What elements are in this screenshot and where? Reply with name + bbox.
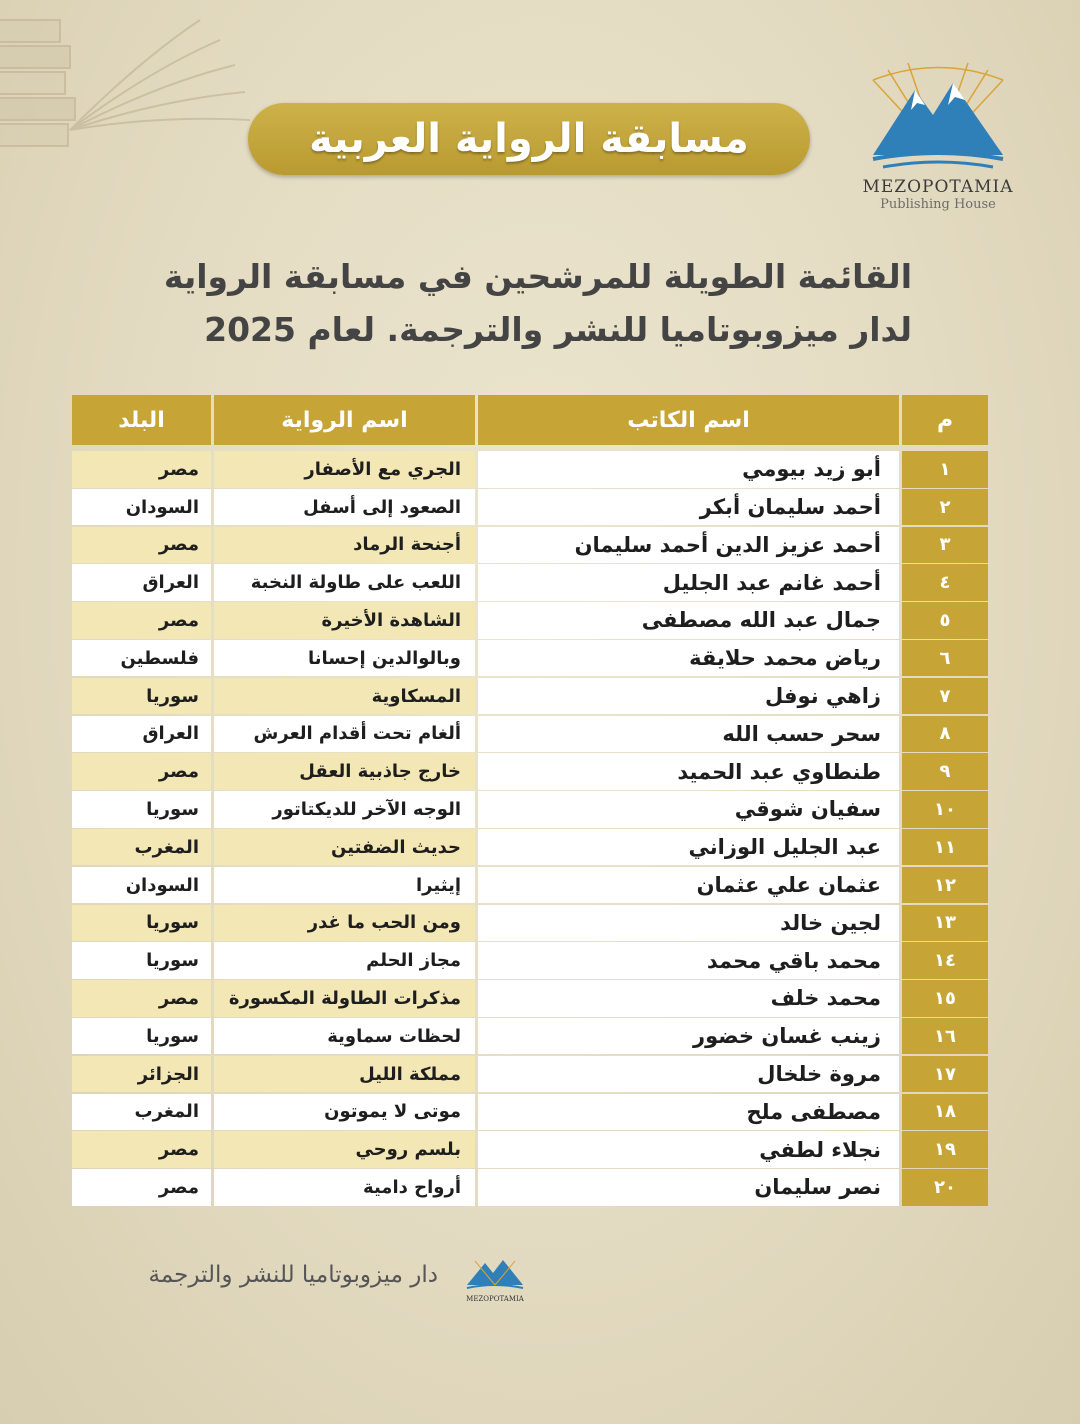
row-number: ٧ xyxy=(902,678,988,715)
table-row xyxy=(72,1169,988,1206)
row-novel: مملكة الليل xyxy=(214,1056,475,1093)
row-author: لجين خالد xyxy=(478,905,899,942)
row-author: عبد الجليل الوزاني xyxy=(478,829,899,866)
row-novel: بلسم روحي xyxy=(214,1131,475,1168)
table-row xyxy=(72,1094,988,1131)
table-row xyxy=(72,527,988,564)
row-author: زينب غسان خضور xyxy=(478,1018,899,1055)
row-novel: ومن الحب ما غدر xyxy=(214,905,475,942)
row-novel: مذكرات الطاولة المكسورة xyxy=(214,980,475,1017)
row-country: الجزائر xyxy=(72,1056,211,1093)
row-number: ١٤ xyxy=(902,942,988,979)
row-author: مصطفى ملح xyxy=(478,1094,899,1131)
row-number: ١٥ xyxy=(902,980,988,1017)
row-author: نجلاء لطفي xyxy=(478,1131,899,1168)
row-novel: أجنحة الرماد xyxy=(214,527,475,564)
mountain-book-icon xyxy=(853,55,1023,175)
books-illustration xyxy=(0,0,260,200)
table-row xyxy=(72,942,988,979)
row-country: مصر xyxy=(72,451,211,488)
row-number: ١٧ xyxy=(902,1056,988,1093)
table-row xyxy=(72,980,988,1017)
longlist-table xyxy=(72,395,988,1207)
row-author: أبو زيد بيومي xyxy=(478,451,899,488)
table-row xyxy=(72,678,988,715)
row-number: ١١ xyxy=(902,829,988,866)
table-body xyxy=(72,451,988,1206)
row-novel: المسكاوية xyxy=(214,678,475,715)
row-country: مصر xyxy=(72,1169,211,1206)
row-number: ١ xyxy=(902,451,988,488)
header-novel: اسم الرواية xyxy=(214,395,475,445)
row-novel: خارج جاذبية العقل xyxy=(214,753,475,790)
row-number: ١٢ xyxy=(902,867,988,904)
row-number: ٨ xyxy=(902,716,988,753)
header-number: م xyxy=(902,395,988,445)
row-author: محمد خلف xyxy=(478,980,899,1017)
table-row xyxy=(72,867,988,904)
mountain-icon xyxy=(463,1255,527,1291)
row-country: فلسطين xyxy=(72,640,211,677)
row-country: سوريا xyxy=(72,1018,211,1055)
row-author: أحمد عزيز الدين أحمد سليمان xyxy=(478,527,899,564)
subtitle-line-1: القائمة الطويلة للمرشحين في مسابقة الرواية xyxy=(163,257,912,296)
row-country: السودان xyxy=(72,867,211,904)
row-country: المغرب xyxy=(72,829,211,866)
table-row xyxy=(72,640,988,677)
footer-publisher: دار ميزوبوتاميا للنشر والترجمة xyxy=(148,1262,438,1288)
row-novel: لحظات سماوية xyxy=(214,1018,475,1055)
row-author: عثمان علي عثمان xyxy=(478,867,899,904)
table-header xyxy=(72,395,988,445)
row-number: ١٠ xyxy=(902,791,988,828)
table-row xyxy=(72,489,988,526)
row-number: ٩ xyxy=(902,753,988,790)
row-country: سوريا xyxy=(72,905,211,942)
table-row xyxy=(72,451,988,488)
row-author: جمال عبد الله مصطفى xyxy=(478,602,899,639)
logo-name: MEZOPOTAMIA xyxy=(862,177,1014,197)
row-author: أحمد غانم عبد الجليل xyxy=(478,564,899,601)
table-row xyxy=(72,791,988,828)
row-country: سوريا xyxy=(72,678,211,715)
row-novel: أرواح دامية xyxy=(214,1169,475,1206)
row-number: ٦ xyxy=(902,640,988,677)
row-country: مصر xyxy=(72,602,211,639)
row-author: نصر سليمان xyxy=(478,1169,899,1206)
row-author: طنطاوي عبد الحميد xyxy=(478,753,899,790)
row-novel: موتى لا يموتون xyxy=(214,1094,475,1131)
row-novel: مجاز الحلم xyxy=(214,942,475,979)
row-number: ٢٠ xyxy=(902,1169,988,1206)
row-author: سفيان شوقي xyxy=(478,791,899,828)
row-author: سحر حسب الله xyxy=(478,716,899,753)
header-country: البلد xyxy=(72,395,211,445)
row-country: السودان xyxy=(72,489,211,526)
row-novel: الوجه الآخر للديكتاتور xyxy=(214,791,475,828)
subtitle xyxy=(100,250,912,356)
row-number: ١٣ xyxy=(902,905,988,942)
row-author: رياض محمد حلايقة xyxy=(478,640,899,677)
publisher-logo xyxy=(848,55,1028,225)
table-row xyxy=(72,829,988,866)
row-country: مصر xyxy=(72,1131,211,1168)
table-row xyxy=(72,602,988,639)
table-row xyxy=(72,716,988,753)
table-row xyxy=(72,905,988,942)
row-country: سوريا xyxy=(72,942,211,979)
row-novel: إيثيرا xyxy=(214,867,475,904)
row-novel: الشاهدة الأخيرة xyxy=(214,602,475,639)
table-row xyxy=(72,753,988,790)
footer-logo-name: MEZOPOTAMIA xyxy=(466,1295,524,1303)
row-author: مروة خلخال xyxy=(478,1056,899,1093)
row-country: مصر xyxy=(72,527,211,564)
table-row xyxy=(72,1018,988,1055)
row-novel: الصعود إلى أسفل xyxy=(214,489,475,526)
row-novel: ألغام تحت أقدام العرش xyxy=(214,716,475,753)
row-author: محمد باقي محمد xyxy=(478,942,899,979)
row-novel: حديث الضفتين xyxy=(214,829,475,866)
row-number: ٤ xyxy=(902,564,988,601)
table-row xyxy=(72,1131,988,1168)
row-country: مصر xyxy=(72,980,211,1017)
row-novel: الجري مع الأصفار xyxy=(214,451,475,488)
row-number: ١٨ xyxy=(902,1094,988,1131)
row-number: ٥ xyxy=(902,602,988,639)
row-author: أحمد سليمان أبكر xyxy=(478,489,899,526)
row-number: ١٦ xyxy=(902,1018,988,1055)
row-number: ١٩ xyxy=(902,1131,988,1168)
row-country: المغرب xyxy=(72,1094,211,1131)
row-novel: اللعب على طاولة النخبة xyxy=(214,564,475,601)
title-banner xyxy=(248,103,810,175)
page-title: مسابقة الرواية العربية xyxy=(309,116,749,162)
row-novel: وبالوالدين إحسانا xyxy=(214,640,475,677)
row-country: العراق xyxy=(72,716,211,753)
footer-logo xyxy=(460,1255,530,1303)
row-country: مصر xyxy=(72,753,211,790)
header-author: اسم الكاتب xyxy=(478,395,899,445)
row-country: سوريا xyxy=(72,791,211,828)
row-author: زاهي نوفل xyxy=(478,678,899,715)
table-row xyxy=(72,564,988,601)
subtitle-line-2: لدار ميزوبوتاميا للنشر والترجمة. لعام 2025 xyxy=(204,310,912,349)
row-country: العراق xyxy=(72,564,211,601)
row-number: ٢ xyxy=(902,489,988,526)
table-row xyxy=(72,1056,988,1093)
logo-subtitle: Publishing House xyxy=(880,197,996,212)
row-number: ٣ xyxy=(902,527,988,564)
